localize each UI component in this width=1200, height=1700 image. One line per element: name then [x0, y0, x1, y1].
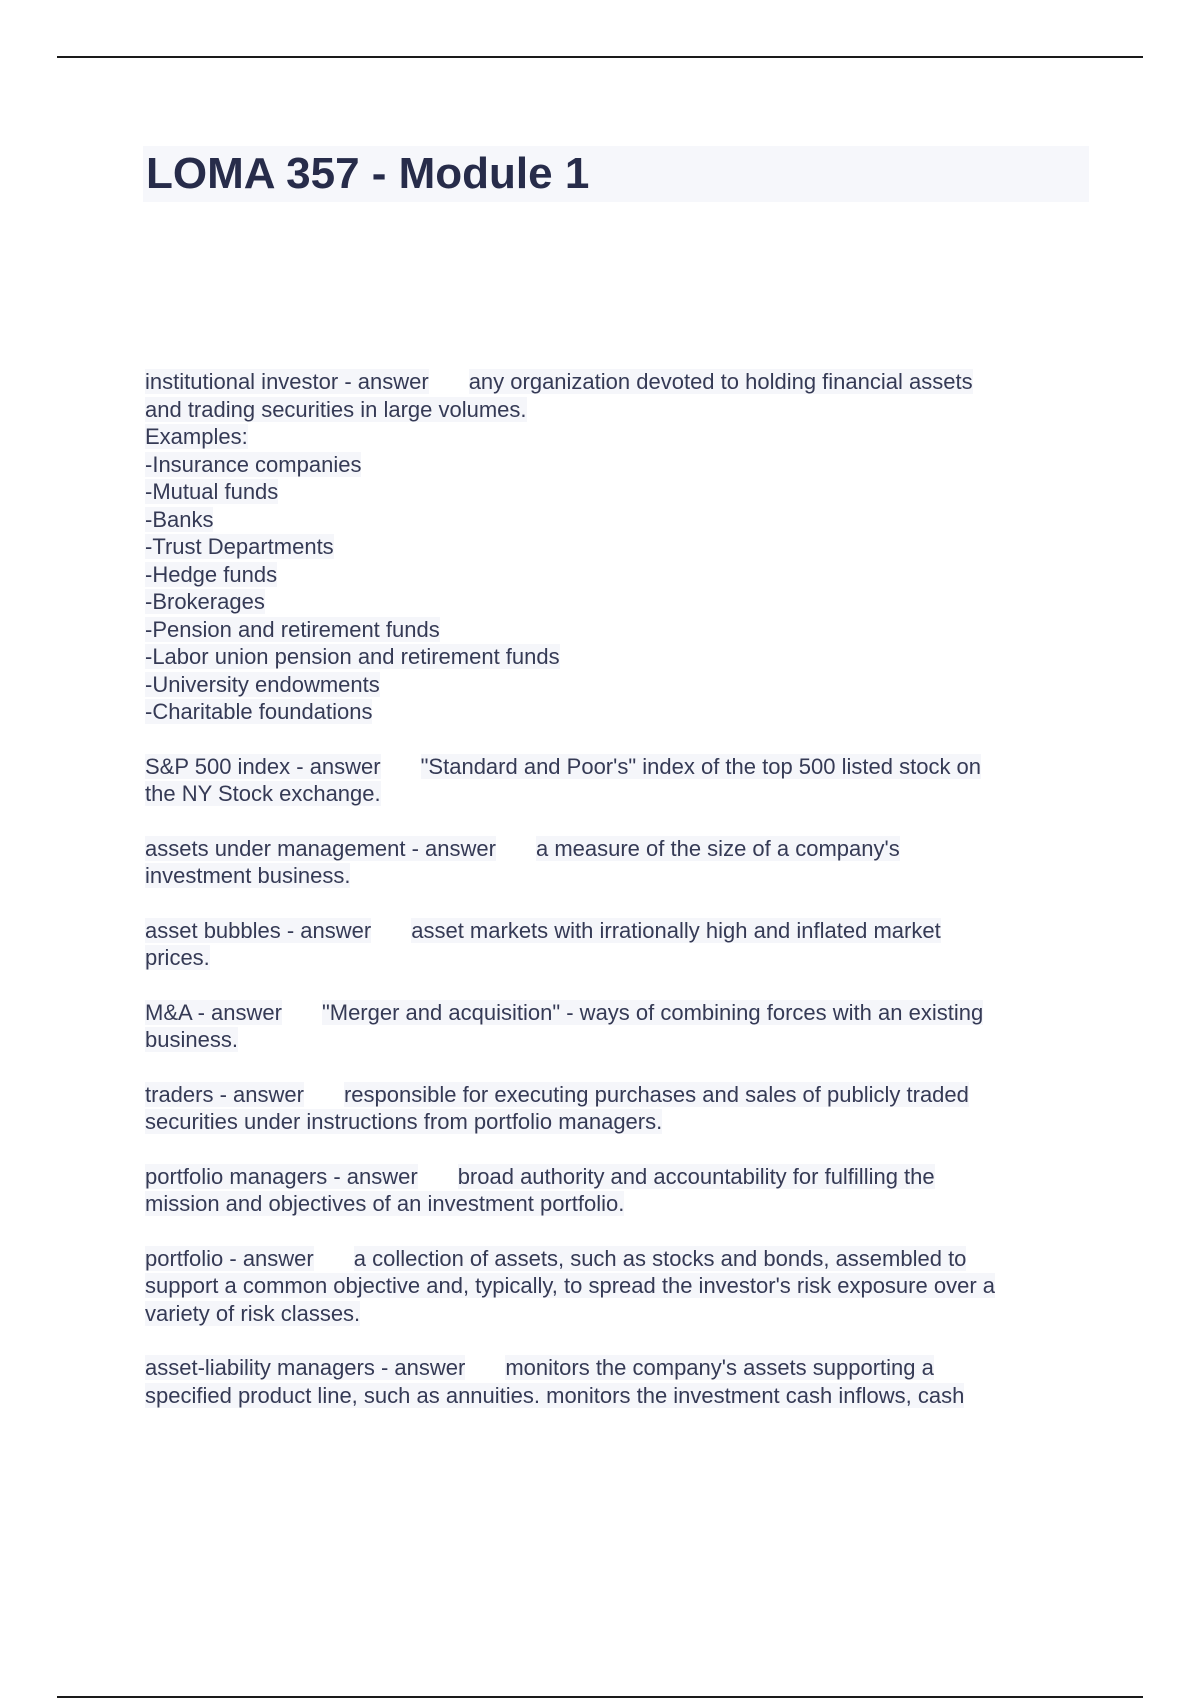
entry-definition-line: support a common objective and, typically, to spread the investor's risk exposure over a [145, 1273, 995, 1298]
entry-term: asset bubbles - answer [145, 917, 372, 943]
entry-definition-line: a measure of the size of a company's [535, 835, 900, 861]
entry-definition-line: Examples: [145, 424, 248, 449]
entry-definition-line: variety of risk classes. [145, 1300, 361, 1326]
entry-term: S&P 500 index - answer [145, 753, 381, 779]
entry-term: portfolio managers - answer [145, 1163, 418, 1189]
entry-definition-line: and trading securities in large volumes. [145, 396, 527, 422]
entry-term: institutional investor - answer [145, 369, 429, 394]
entry-m-and-a [145, 999, 1095, 1054]
entry-definition-line: mission and objectives of an investment portfolio. [145, 1191, 625, 1216]
bottom-rule [57, 1696, 1143, 1698]
entry-portfolio [145, 1245, 1095, 1328]
list-item: -Charitable foundations [145, 699, 373, 724]
entry-assets-under-management [145, 835, 1095, 890]
list-item: -Labor union pension and retirement funds [145, 644, 560, 669]
entry-term: M&A - answer [145, 999, 282, 1025]
list-item: -Banks [145, 506, 214, 532]
list-item: -Mutual funds [145, 479, 279, 504]
entry-term: traders - answer [145, 1081, 304, 1107]
entry-asset-bubbles [145, 917, 1095, 972]
entry-definition-line: asset markets with irrationally high and inflated market [411, 917, 941, 943]
entry-definition-line: "Merger and acquisition" - ways of combining forces with an existing [321, 999, 984, 1025]
entry-definition-line: investment business. [145, 863, 351, 888]
list-item: -Trust Departments [145, 534, 334, 559]
entry-sp500-index [145, 753, 1095, 808]
entry-definition-line: any organization devoted to holding financial assets [468, 369, 973, 394]
entry-definition-line: specified product line, such as annuities. monitors the investment cash inflows, cash [145, 1382, 965, 1408]
entry-definition-line: monitors the company's assets supporting a [505, 1355, 934, 1380]
list-item: -Brokerages [145, 589, 265, 614]
entry-term: portfolio - answer [145, 1245, 314, 1271]
page-title: LOMA 357 - Module 1 [143, 146, 1089, 202]
list-item: -University endowments [145, 671, 380, 697]
entry-asset-liability-managers [145, 1354, 1095, 1409]
entry-portfolio-managers [145, 1163, 1095, 1218]
entry-definition-line: securities under instructions from portfolio managers. [145, 1109, 663, 1134]
entry-definition-line: the NY Stock exchange. [145, 781, 381, 806]
list-item: -Pension and retirement funds [145, 616, 440, 642]
entry-definition-line: a collection of assets, such as stocks and bonds, assembled to [353, 1245, 967, 1271]
list-item: -Insurance companies [145, 451, 362, 477]
entry-term: asset-liability managers - answer [145, 1355, 466, 1380]
entry-definition-line: "Standard and Poor's" index of the top 500 listed stock on [420, 753, 982, 779]
entry-definition-line: prices. [145, 945, 210, 970]
entry-definition-line: responsible for executing purchases and sales of publicly traded [343, 1081, 969, 1107]
entry-definition-line: broad authority and accountability for fulfilling the [457, 1163, 935, 1189]
top-rule [57, 56, 1143, 58]
entry-institutional-investor [145, 368, 1095, 726]
list-item: -Hedge funds [145, 561, 278, 587]
entry-definition-line: business. [145, 1027, 238, 1052]
entry-traders [145, 1081, 1095, 1136]
entry-term: assets under management - answer [145, 835, 496, 861]
flashcard-list [145, 368, 1095, 1436]
